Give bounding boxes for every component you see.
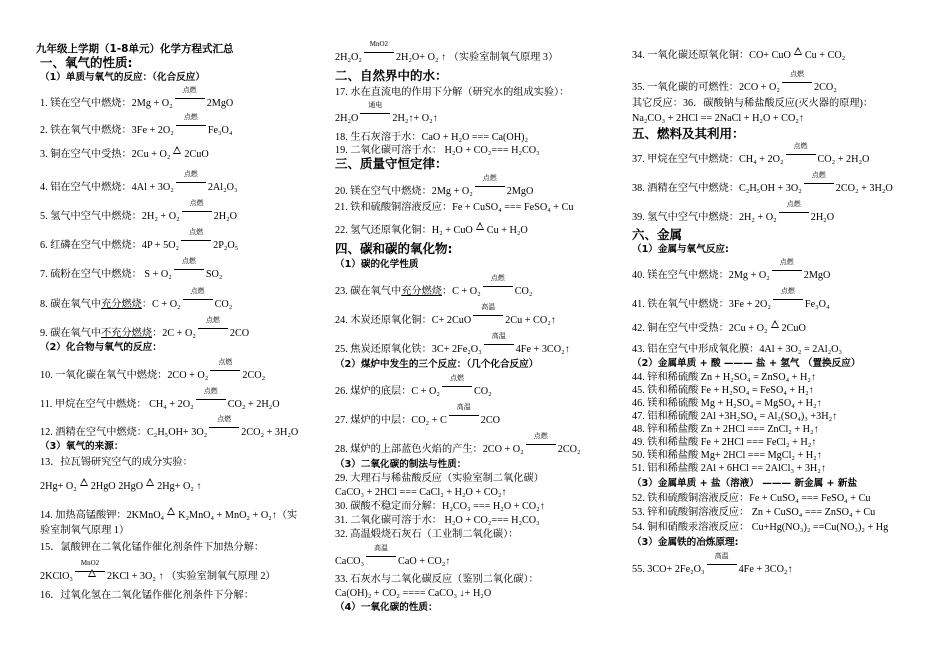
line-text: 3. 铜在空气中受热：2Cu + O₂ xyxy=(40,149,171,160)
condition-line xyxy=(707,564,737,565)
line-text: 17. 水在直流电的作用下分解（研究水的组成实验）： xyxy=(335,87,570,98)
line-text: 2Hg+ O₂ xyxy=(40,481,77,492)
heat-triangle-icon xyxy=(88,569,96,577)
reaction-condition xyxy=(447,403,481,423)
equation-line xyxy=(335,587,491,600)
line-text: 22. 氢气还原氧化铜：H₂ + CuO xyxy=(335,225,473,236)
line-text: （2）煤炉中发生的三个反应：（几个化合反应） xyxy=(335,359,539,370)
line-text: 三、质量守恒定律： xyxy=(335,156,448,171)
line-text: 四、碳和碳的氧化物: xyxy=(335,241,453,256)
equation-line xyxy=(40,148,209,161)
line-text: （2）化合物与氧气的反应： xyxy=(40,342,162,353)
line-text: 51. 铝和稀盐酸 2Al + 6HCl == 2AlCl₃ + 3H₂↑ xyxy=(632,463,826,474)
line-text: （1）单质与氧气的反应：（化合反应） xyxy=(40,72,205,83)
equation-line xyxy=(40,589,254,602)
equation-line xyxy=(632,462,826,475)
reaction-condition xyxy=(179,228,213,248)
condition-label: 点燃 xyxy=(181,257,196,265)
section-heading xyxy=(335,69,448,82)
line-text: 32. 高温煅烧石灰石（工业制二氧化碳）： xyxy=(335,529,519,540)
equation-line xyxy=(632,171,893,195)
condition-line xyxy=(183,299,213,300)
equation-line xyxy=(335,500,545,513)
condition-line xyxy=(210,370,240,371)
line-text: 11. 甲烷在空气中燃烧： CH₄ + 2O₂ xyxy=(40,399,194,410)
reaction-condition xyxy=(771,287,805,307)
equation-line xyxy=(335,374,492,398)
reaction-condition xyxy=(780,70,814,90)
reaction-condition xyxy=(73,559,107,579)
condition-line xyxy=(782,82,812,83)
line-text: CaCO₃ + 2HCl === CaCl₂ + H₂O + CO₂↑ xyxy=(335,487,507,498)
line-text: 52. 铁和硫酸铜溶液反应：Fe + CuSO₄ === FeSO₄ + Cu xyxy=(632,493,871,504)
condition-line xyxy=(175,98,205,99)
line-text: Ca(OH)₂ + CO₂ ==== CaCO₃ ↓+ H₂O xyxy=(335,588,492,599)
line-text: 5. 氢气中空气中燃烧：2H₂ + O₂ xyxy=(40,211,180,222)
condition-label: 点燃 xyxy=(490,274,505,282)
line-text: （4）一氧化碳的性质： xyxy=(335,602,438,613)
line-text: 9. 碳在氧气中 xyxy=(40,328,102,339)
heat-triangle-icon xyxy=(146,478,154,486)
line-text: （3）金属铁的冶炼原理: xyxy=(632,537,739,548)
line-text: 8. 碳在氧气中 xyxy=(40,299,102,310)
equation-line xyxy=(335,201,573,214)
equation-line xyxy=(40,559,276,583)
reaction-condition xyxy=(174,170,208,190)
condition-line xyxy=(786,154,816,155)
line-text: （1）金属与氧气反应: xyxy=(632,244,729,255)
reaction-condition xyxy=(194,387,228,407)
condition-label: 点燃 xyxy=(786,200,801,208)
condition-line xyxy=(182,211,212,212)
line-text: 2CO₂ xyxy=(557,444,581,455)
line-text: （3）二氧化碳的制法与性质： xyxy=(335,459,467,470)
reaction-condition xyxy=(173,86,207,106)
line-text: 2CO₂ xyxy=(242,370,266,381)
line-text: 29. 大理石与稀盐酸反应（实验室制二氧化碳） xyxy=(335,473,544,484)
equation-line xyxy=(632,258,831,282)
reaction-condition xyxy=(705,552,739,572)
equation-line xyxy=(632,410,837,423)
reaction-condition xyxy=(172,257,206,277)
reaction-condition xyxy=(362,40,396,60)
line-text: CO₂ + 2H₂O xyxy=(227,399,280,410)
line-text: 44. 锌和稀硫酸 Zn + H₂SO₄ = ZnSO₄ + H₂↑ xyxy=(632,372,816,383)
condition-label: 点燃 xyxy=(811,171,826,179)
line-text: 2CO xyxy=(480,415,500,426)
condition-label: 点燃 xyxy=(183,113,198,121)
equation-line xyxy=(40,456,193,469)
condition-label: MnO2 xyxy=(369,40,389,48)
line-text: 19. 二氧化碳可溶于水： H₂O + CO₂=== H₂CO₃ xyxy=(335,145,540,156)
line-text: 38. 酒精在空气中燃烧：C₂H₅OH + 3O₂ xyxy=(632,183,802,194)
condition-label: 点燃 xyxy=(217,415,232,423)
condition-line xyxy=(449,415,479,416)
line-text: CO₂ xyxy=(473,386,492,397)
line-text: Na₂CO₃ + 2HCl == 2NaCl + H₂O + CO₂↑ xyxy=(632,113,804,124)
line-text: 45. 铁和稀硫酸 Fe + H₂SO₄ = FeSO₄ + H₂↑ xyxy=(632,385,814,396)
line-text: 30. 碳酸不稳定而分解：H₂CO₃ === H₂O + CO₂↑ xyxy=(335,501,545,512)
condition-label: 点燃 xyxy=(780,287,795,295)
condition-label: MnO2 xyxy=(80,559,100,567)
condition-line xyxy=(174,269,204,270)
condition-label: 点燃 xyxy=(793,142,808,150)
line-text: 40. 镁在空气中燃烧：2Mg + O₂ xyxy=(632,270,770,281)
section-heading xyxy=(335,157,448,170)
line-text: 2Hg+ O₂ ↑ xyxy=(157,481,202,492)
equation-line xyxy=(335,303,556,327)
line-text: 21. 铁和硫酸铜溶液反应：Fe + CuSO₄ === FeSO₄ + Cu xyxy=(335,202,574,213)
line-text: 2H₂O xyxy=(213,211,237,222)
line-text: ：C + O₂ xyxy=(441,286,481,297)
line-text: Cu + H₂O xyxy=(486,225,528,236)
line-text: 24. 木炭还原氧化铜：C+ 2CuO xyxy=(335,315,472,326)
condition-label: 点燃 xyxy=(190,287,205,295)
condition-label: 高温 xyxy=(491,332,506,340)
line-text: 4Fe + 3CO₂↑ xyxy=(738,564,793,575)
condition-label: 点燃 xyxy=(449,374,464,382)
line-text: 33. 石灰水与二氧化碳反应（鉴别二氧化碳）： xyxy=(335,574,539,585)
condition-line xyxy=(526,444,556,445)
reaction-condition xyxy=(784,142,818,162)
equation-line xyxy=(632,142,870,166)
equation-line xyxy=(632,449,822,462)
line-text: 验室制氧气原理 1） xyxy=(40,525,130,536)
line-text: （2）金属单质 + 酸 ——— 盐 + 氢气 （置换反应） xyxy=(632,358,861,369)
reaction-condition xyxy=(180,199,214,219)
section-heading xyxy=(40,341,162,354)
condition-line xyxy=(198,328,228,329)
condition-label: 点燃 xyxy=(789,70,804,78)
underlined-text: 不充分燃烧 xyxy=(101,328,153,339)
equation-line xyxy=(40,113,233,137)
equation-line xyxy=(632,112,804,125)
line-text: 九年级上学期（1-8单元）化学方程式汇总 xyxy=(36,43,234,55)
line-text: 42. 铜在空气中受热：2Cu + O₂ xyxy=(632,323,768,334)
heat-triangle-icon xyxy=(771,320,779,328)
equation-line xyxy=(335,274,533,298)
line-text: 2H₂O xyxy=(810,212,835,223)
condition-label: 点燃 xyxy=(533,432,548,440)
condition-line xyxy=(176,125,206,126)
equation-line xyxy=(40,358,266,382)
line-text: 31. 二氧化碳可溶于水： H₂O + CO₂=== H₂CO₃ xyxy=(335,515,540,526)
line-text: （3）氧气的来源： xyxy=(40,441,124,452)
section-heading xyxy=(335,358,538,371)
equation-line xyxy=(335,472,544,485)
line-text: 7. 硫粉在空气中燃烧： S + O₂ xyxy=(40,269,172,280)
line-text: 2CO xyxy=(229,328,250,339)
line-text: 2CuO xyxy=(781,323,806,334)
equation-line xyxy=(335,224,528,237)
line-text: 13．拉瓦锡研究空气的成分实验： xyxy=(40,457,193,468)
condition-line xyxy=(366,556,396,557)
heat-triangle-icon xyxy=(476,222,484,230)
section-heading xyxy=(632,536,738,549)
line-text: 2KClO₃ xyxy=(40,571,73,582)
condition-label: 点燃 xyxy=(203,387,218,395)
condition-label: 高温 xyxy=(456,403,471,411)
equation-line xyxy=(335,573,539,586)
line-text: SO₂ xyxy=(205,269,223,280)
line-text: ：C + O₂ xyxy=(141,299,181,310)
line-text: K₂MnO₄ + MnO₂ + O₂↑（实 xyxy=(178,510,298,521)
condition-label: 点燃 xyxy=(482,174,497,182)
heat-triangle-icon xyxy=(80,478,88,486)
line-text: 2MgO xyxy=(803,270,831,281)
section-heading xyxy=(335,258,418,271)
equation-line xyxy=(632,506,875,519)
reaction-condition xyxy=(802,171,836,191)
line-text: CaCO₃ xyxy=(335,556,365,567)
section-heading xyxy=(335,242,453,255)
condition-label: 点燃 xyxy=(183,170,198,178)
section-heading xyxy=(335,458,466,471)
line-text: 4. 铝在空气中燃烧：4Al + 3O₂ xyxy=(40,182,174,193)
equation-line xyxy=(40,541,264,554)
condition-label: 点燃 xyxy=(182,86,197,94)
reaction-condition xyxy=(440,374,474,394)
line-text: 12. 酒精在空气中燃烧：C₂H₅OH+ 3O₂ xyxy=(40,427,208,438)
equation-line xyxy=(335,403,500,427)
reaction-condition xyxy=(482,332,516,352)
condition-line xyxy=(484,344,514,345)
condition-label: 通电 xyxy=(368,101,383,109)
section-heading xyxy=(632,127,745,140)
line-text: 2H₂O₂ xyxy=(335,52,362,63)
equation-line xyxy=(632,384,814,397)
line-text: 16．过氧化氢在二氧化锰作催化剂条件下分解： xyxy=(40,590,254,601)
condition-line xyxy=(176,182,206,183)
condition-label: 高温 xyxy=(374,544,389,552)
equation-line xyxy=(335,40,559,64)
reaction-condition xyxy=(471,303,505,323)
line-text: 2CO₂ + 3H₂O xyxy=(835,183,893,194)
condition-label: 点燃 xyxy=(218,358,233,366)
equation-line xyxy=(40,509,297,522)
line-text: 18. 生石灰溶于水：CaO + H₂O === Ca(OH)₂ xyxy=(335,132,529,143)
line-text: 28. 煤炉的上部蓝色火焰的产生：2CO + O₂ xyxy=(335,444,524,455)
line-text: 2MgO xyxy=(206,98,234,109)
section-heading xyxy=(632,243,729,256)
line-text: 2CO₂ xyxy=(813,82,837,93)
condition-line xyxy=(181,240,211,241)
line-text: 15．氯酸钾在二氧化锰作催化剂条件下加热分解： xyxy=(40,542,265,553)
line-text: 2CO₂ + 3H₂O xyxy=(241,427,299,438)
condition-line xyxy=(196,399,226,400)
line-text: 2Cu + CO₂↑ xyxy=(505,315,556,326)
condition-label: 点燃 xyxy=(779,258,794,266)
equation-line xyxy=(40,170,238,194)
reaction-condition xyxy=(181,287,215,307)
equation-line xyxy=(632,49,845,62)
equation-line xyxy=(632,322,806,335)
condition-label: 点燃 xyxy=(189,228,204,236)
equation-line xyxy=(632,492,870,505)
equation-line xyxy=(335,528,518,541)
equation-line xyxy=(632,423,819,436)
line-text: 46. 镁和稀硫酸 Mg + H₂SO₄ = MgSO₄ + H₂↑ xyxy=(632,398,822,409)
equation-line xyxy=(40,316,250,340)
heat-triangle-icon xyxy=(173,146,181,154)
line-text: 26. 煤炉的底层：C + O₂ xyxy=(335,386,440,397)
line-text: 41. 铁在氧气中燃烧：3Fe + 2O₂ xyxy=(632,299,771,310)
line-text: 2CuO xyxy=(184,149,209,160)
line-text: （3）金属单质 + 盐（溶液） ——— 新金属 + 新盐 xyxy=(632,478,858,489)
condition-line xyxy=(209,427,239,428)
equation-line xyxy=(632,436,816,449)
line-text: 49. 铁和稀盐酸 Fe + 2HCl === FeCl₂ + H₂↑ xyxy=(632,437,817,448)
line-text: 2HgO 2HgO xyxy=(90,481,144,492)
reaction-condition xyxy=(207,415,241,435)
line-text: CO₂ + 2H₂O xyxy=(817,154,870,165)
line-text: 50. 镁和稀盐酸 Mg+ 2HCl === MgCl₂ + H₂↑ xyxy=(632,450,822,461)
equation-line xyxy=(335,486,507,499)
condition-line xyxy=(364,52,394,53)
equation-line xyxy=(632,287,830,311)
condition-line xyxy=(804,183,834,184)
section-heading xyxy=(632,357,860,370)
equation-line xyxy=(632,552,793,576)
section-heading xyxy=(40,56,133,69)
line-text: 二、自然界中的水： xyxy=(335,68,448,83)
line-text: 35. 一氧化碳的可燃性：2CO + O₂ xyxy=(632,82,780,93)
equation-line xyxy=(40,287,233,311)
equation-line xyxy=(40,86,234,110)
line-text: 2H₂O xyxy=(335,113,359,124)
line-text: 2Al₂O₃ xyxy=(207,182,238,193)
line-text: 6. 红磷在空气中燃烧：4P + 5O₂ xyxy=(40,240,180,251)
line-text: CaO + CO₂↑ xyxy=(398,556,451,567)
equation-line xyxy=(632,200,835,224)
underlined-text: 充分燃烧 xyxy=(101,299,142,310)
equation-line xyxy=(632,371,816,384)
line-text: Cu + CO₂ xyxy=(804,50,846,61)
line-text: CO₂ xyxy=(214,299,233,310)
line-text: 54. 铜和硝酸汞溶液反应： Cu+Hg(NO₃)₂ ==Cu(NO₃)₂ + Hg xyxy=(632,522,889,533)
line-text: 五、燃料及其利用： xyxy=(632,126,745,141)
equation-line xyxy=(632,70,837,94)
line-text: 其它反应：36．碳酸钠与稀盐酸反应(灭火器的原理)： xyxy=(632,98,874,109)
line-text: CO₂ xyxy=(514,286,533,297)
condition-label: 高温 xyxy=(714,552,729,560)
line-text: 4Fe + 3CO₂↑ xyxy=(515,344,570,355)
equation-line xyxy=(40,415,299,439)
line-text: 23. 碳在氧气中 xyxy=(335,286,402,297)
condition-line xyxy=(473,315,503,316)
equation-line xyxy=(632,97,873,110)
condition-line xyxy=(483,286,513,287)
equation-line xyxy=(335,332,570,356)
reaction-condition xyxy=(473,174,507,194)
line-text: Fe₃O₄ xyxy=(804,299,830,310)
equation-line xyxy=(40,387,280,411)
condition-label: 点燃 xyxy=(205,316,220,324)
reaction-condition xyxy=(481,274,515,294)
line-text: 43. 铝在空气中形成氧化膜：4Al + 3O₂ = 2Al₂O₃ xyxy=(632,344,843,355)
line-text: （1）碳的化学性质 xyxy=(335,259,419,270)
line-text: 27. 煤炉的中层：CO₂ + C xyxy=(335,415,447,426)
line-text: 2MgO xyxy=(506,186,534,197)
line-text: Fe₃O₄ xyxy=(207,125,233,136)
line-text: 1. 镁在空气中燃烧：2Mg + O₂ xyxy=(40,98,173,109)
equation-line xyxy=(335,101,438,125)
reaction-condition xyxy=(196,316,230,336)
line-text: 47. 铝和稀硫酸 2Al +3H₂SO₄ = Al₂(SO₄)₃ +3H₂↑ xyxy=(632,411,838,422)
line-text: 六、金属 xyxy=(632,227,683,242)
equation-line xyxy=(40,199,237,223)
equation-line xyxy=(632,343,842,356)
line-text: 一、氧气的性质: xyxy=(40,55,133,70)
line-text: 2KCl + 3O₂ ↑ （实验室制氧气原理 2） xyxy=(107,571,276,582)
equation-line xyxy=(335,544,451,568)
equation-line xyxy=(40,257,223,281)
equation-line xyxy=(335,86,569,99)
equation-line xyxy=(335,514,540,527)
line-text: 2. 铁在氧气中燃烧：3Fe + 2O₂ xyxy=(40,125,174,136)
equation-line xyxy=(632,397,822,410)
underlined-text: 充分燃烧 xyxy=(401,286,442,297)
condition-label: 点燃 xyxy=(189,199,204,207)
line-text: 37. 甲烷在空气中燃烧：CH₄ + 2O₂ xyxy=(632,154,784,165)
equation-line xyxy=(335,174,534,198)
line-text: 2P₂O₅ xyxy=(213,240,239,251)
line-text: 53. 锌和硫酸铜溶液反应： Zn + CuSO₄ === ZnSO₄ + Cu xyxy=(632,507,876,518)
line-text: 55. 3CO+ 2Fe₂O₃ xyxy=(632,564,705,575)
heat-triangle-icon xyxy=(167,507,175,515)
condition-label: 高温 xyxy=(481,303,496,311)
equation-line xyxy=(335,131,528,144)
line-text: 2H₂↑+ O₂↑ xyxy=(392,113,438,124)
line-text: 39. 氢气中空气中燃烧：2H₂ + O₂ xyxy=(632,212,777,223)
reaction-condition xyxy=(358,101,392,121)
section-heading xyxy=(40,71,205,84)
condition-line xyxy=(360,113,390,114)
section-heading xyxy=(632,477,857,490)
reaction-condition xyxy=(524,432,558,452)
line-text: 34. 一氧化碳还原氧化铜：CO+ CuO xyxy=(632,50,791,61)
line-text: 14. 加热高锰酸钾：2KMnO₄ xyxy=(40,510,165,521)
line-text: ：2C + O₂ xyxy=(152,328,196,339)
reaction-condition xyxy=(174,113,208,133)
reaction-condition xyxy=(770,258,804,278)
equation-line xyxy=(40,480,202,493)
heat-triangle-icon xyxy=(794,47,802,55)
condition-line xyxy=(442,386,472,387)
line-text: 10. 一氧化碳在氧气中燃烧：2CO + O₂ xyxy=(40,370,209,381)
condition-line xyxy=(779,212,809,213)
line-text: 2H₂O+ O₂ ↑ （实验室制氧气原理 3） xyxy=(395,52,559,63)
equation-line xyxy=(335,432,581,456)
condition-line xyxy=(772,270,802,271)
line-text: 25. 焦炭还原氧化铁：3C+ 2Fe₂O₃ xyxy=(335,344,482,355)
reaction-condition xyxy=(777,200,811,220)
reaction-condition xyxy=(364,544,398,564)
section-heading xyxy=(40,440,123,453)
line-text: 20. 镁在空气中燃烧：2Mg + O₂ xyxy=(335,186,473,197)
equation-line xyxy=(40,228,239,252)
equation-line xyxy=(632,521,888,534)
section-heading xyxy=(335,601,438,614)
condition-line xyxy=(773,299,803,300)
reaction-condition xyxy=(208,358,242,378)
section-heading xyxy=(632,228,682,241)
line-text: 48. 锌和稀盐酸 Zn + 2HCl === ZnCl₂ + H₂↑ xyxy=(632,424,819,435)
condition-line xyxy=(475,186,505,187)
equation-line xyxy=(40,524,129,537)
